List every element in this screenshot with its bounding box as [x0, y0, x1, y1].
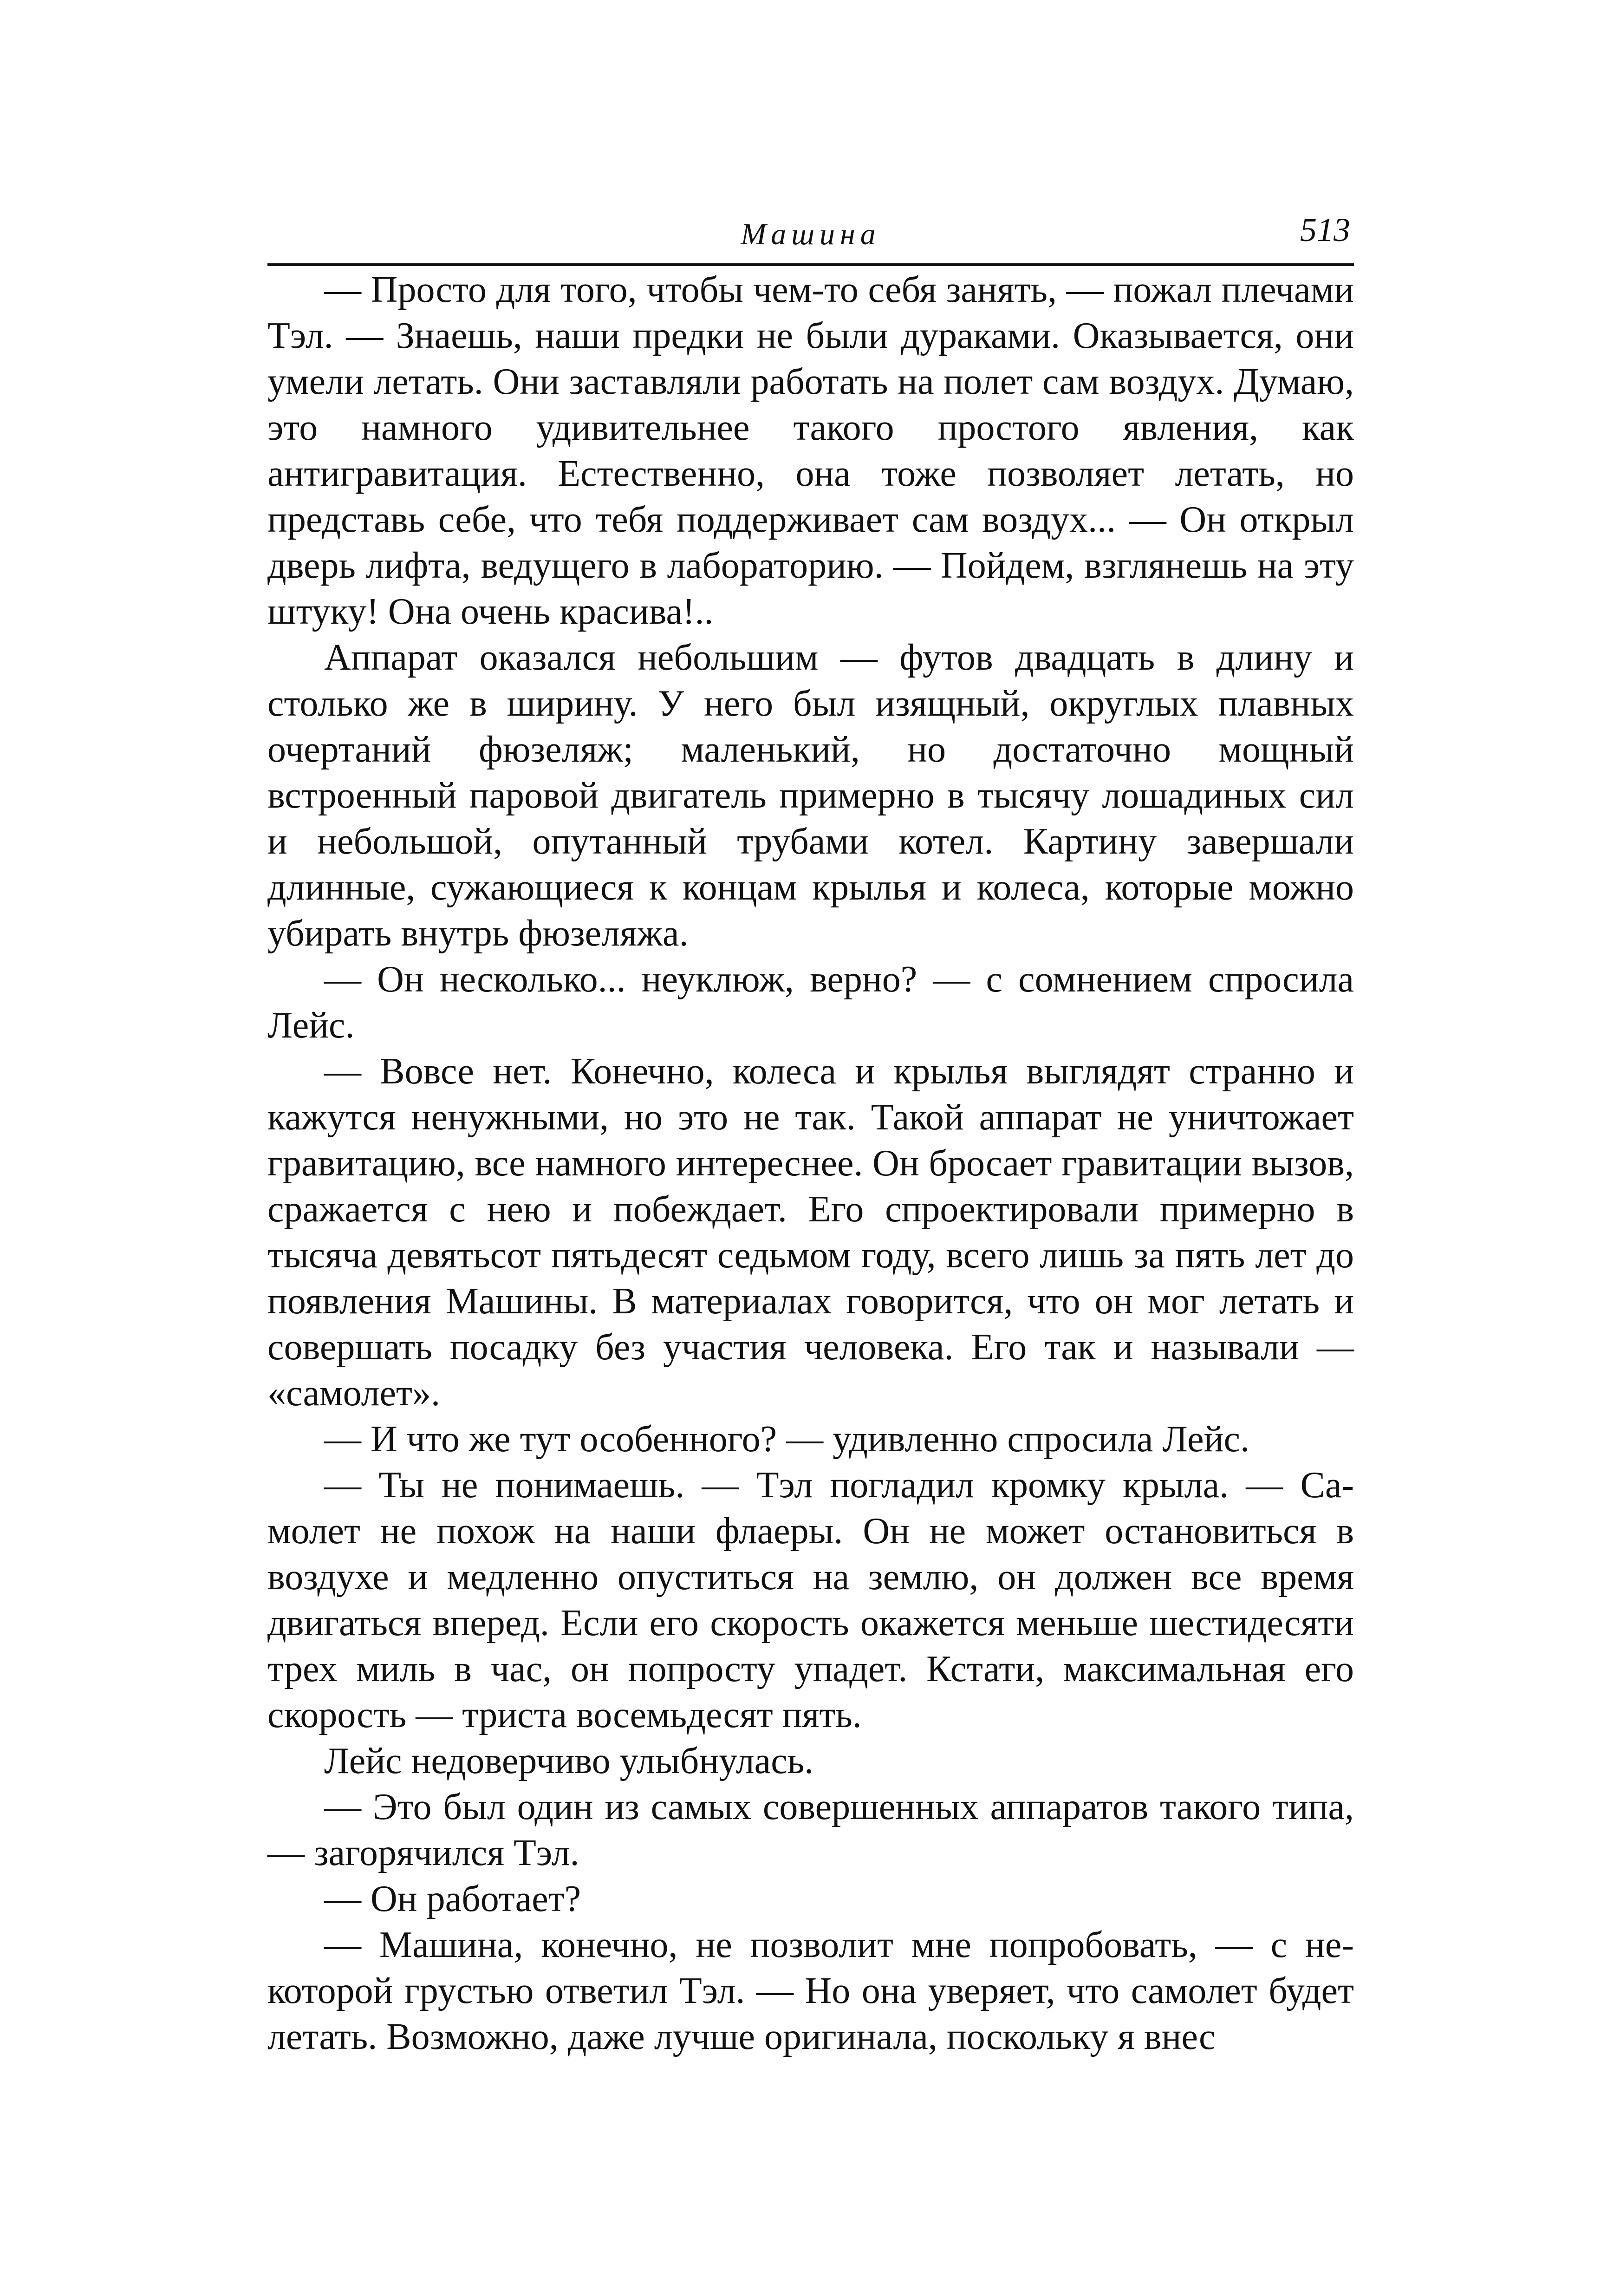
paragraph: — Машина, конечно, не позволит мне попробовать, — с некоторой грустью ответил Тэл. — Но она уверяет, что самолет будет летать. Возможно, даже лучше оригинала, поскольку я внес	[267, 1924, 1354, 2057]
body-text	[267, 267, 1354, 2060]
paragraph: — Ты не понимаешь. — Тэл погладил кромку крыла. — Самолет не похож на наши флаеры. Он не может остановиться в воздухе и медленно опуститься на землю, он должен все время двигаться вперед. Если его скорость окажется меньше шестидесяти трех миль в час, он попросту упадет. Кстати, максимальная его скорость — триста восемьдесят пять.	[267, 1465, 1354, 1735]
paragraph: — Просто для того, чтобы чем-то себя занять, — пожал плечами Тэл. — Знаешь, наши предки не были дураками. Оказывается, они умели летать. Они заставляли работать на полет сам воздух. Думаю, это намного удивительнее такого простого явления, как антигравитация. Естественно, она тоже позволяет летать, но представь себе, что тебя поддерживает сам воздух... — Он открыл дверь лифта, ведущего в лабораторию. — Пойдем, взглянешь на эту штуку! Она очень красива!..	[267, 269, 1354, 632]
running-title: Машина	[741, 217, 881, 251]
header-rule	[267, 263, 1354, 266]
paragraph: — И что же тут особенного? — удивленно спросила Лейс.	[324, 1419, 1249, 1460]
paragraph: Аппарат оказался небольшим — футов двадцать в длину и столько же в ширину. У него был изящный, округлых плавных очертаний фюзеляж; маленький, но достаточно мощный встроенный паровой двигатель примерно в тысячу лошадиных сил и небольшой, опутанный трубами котел. Картину завершали длинные, сужающиеся к концам крылья и колеса, которые можно убирать внутрь фюзеляжа.	[267, 637, 1354, 954]
paragraph: — Это был один из самых совершенных аппаратов такого типа, — загорячился Тэл.	[267, 1787, 1354, 1873]
page-number: 513	[1300, 211, 1350, 248]
paragraph: — Вовсе нет. Конечно, колеса и крылья выглядят странно и кажутся ненужными, но это не так. Такой аппарат не уничтожает гравитацию, все намного интереснее. Он бросает гравитации вызов, сражается с нею и побеждает. Его спроектировали примерно в тысяча девятьсот пятьдесят седьмом году, всего лишь за пять лет до появления Машины. В материалах говорится, что он мог летать и совершать посадку без участия человека. Его так и называли — «самолет».	[267, 1051, 1354, 1414]
paragraph: Лейс недоверчиво улыбнулась.	[324, 1741, 814, 1781]
running-head	[267, 211, 1354, 262]
paragraph: — Он несколько... неуклюж, верно? — с сомнением спросила Лейс.	[267, 959, 1354, 1046]
paragraph: — Он работает?	[324, 1879, 581, 1919]
